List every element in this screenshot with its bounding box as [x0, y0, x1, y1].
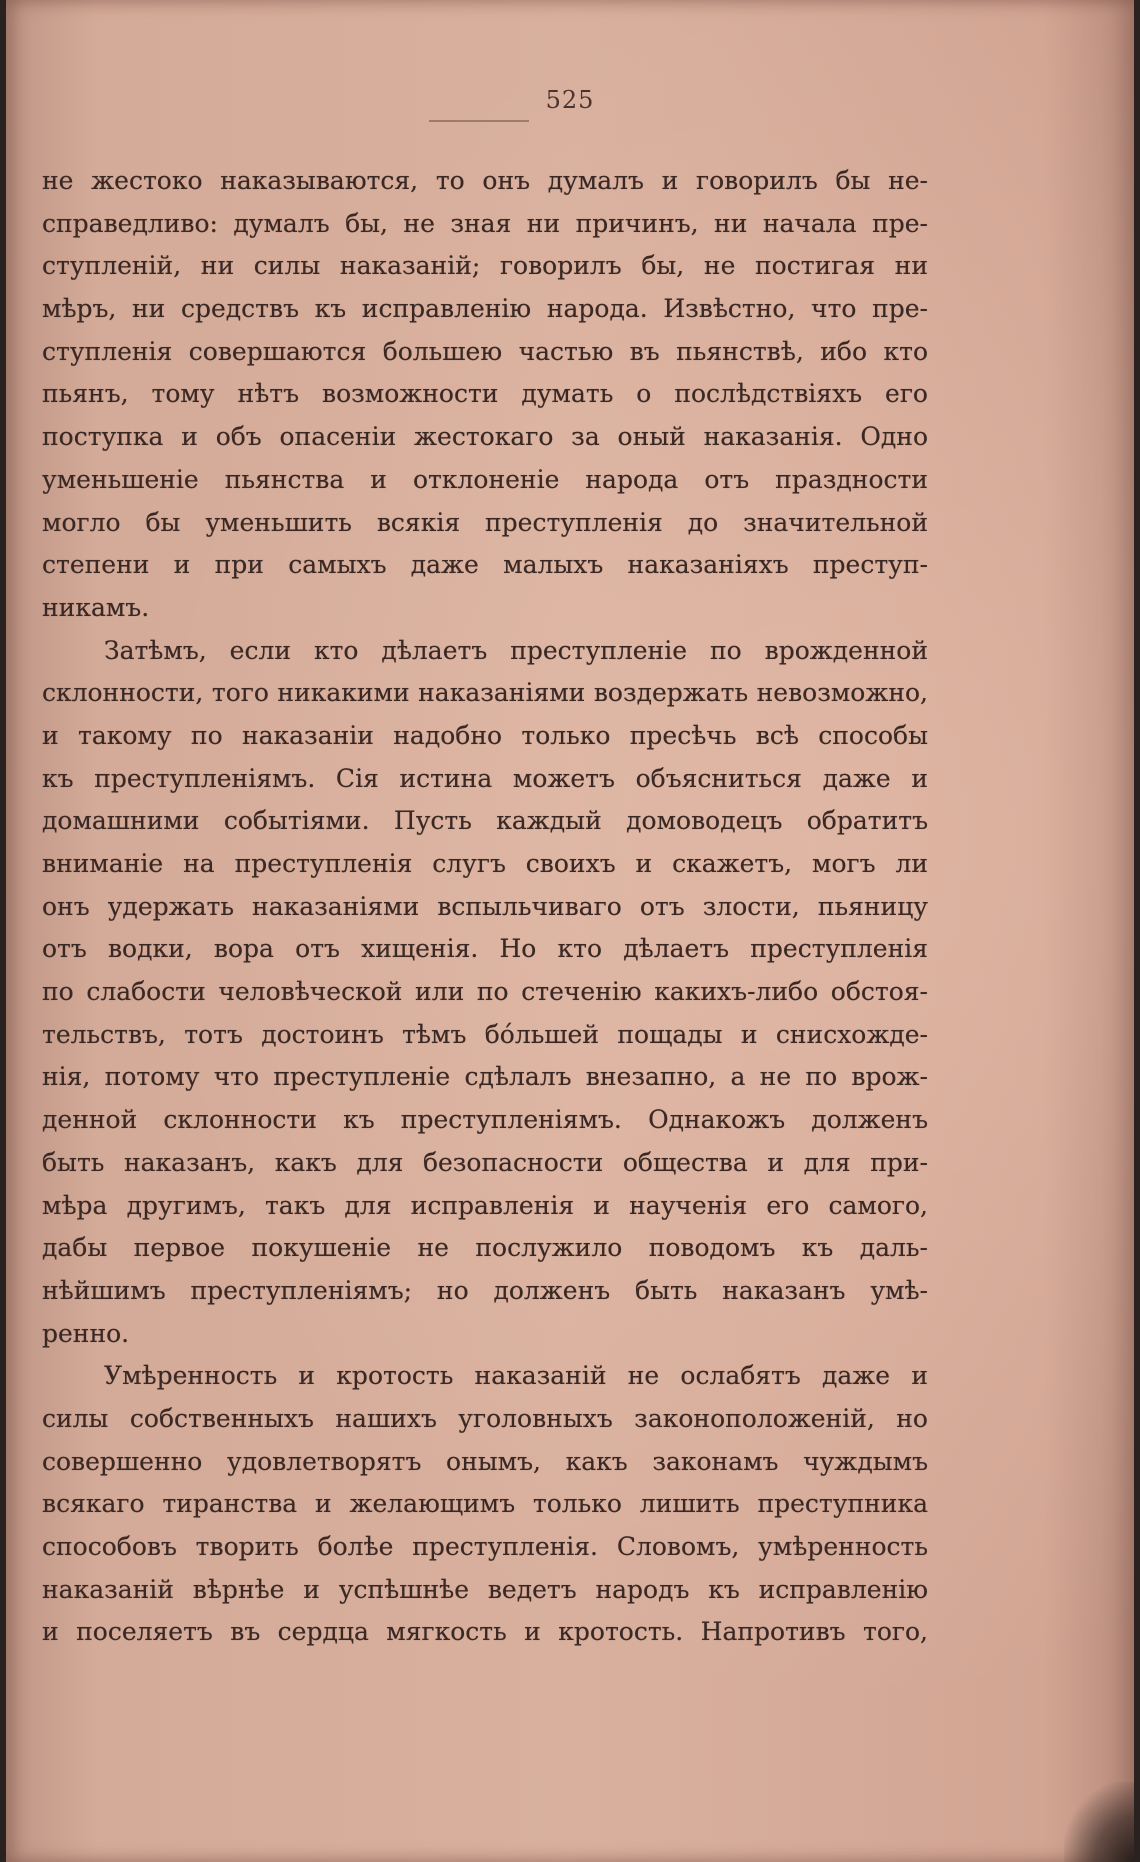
page-number-rule	[429, 120, 529, 122]
text-line: тельствъ, тотъ достоинъ тѣмъ бо́льшей пощады и снисхожде-	[42, 1019, 928, 1049]
text-line: и поселяетъ въ сердца мягкость и кротость. Напротивъ того,	[42, 1617, 928, 1647]
text-line: пьянъ, тому нѣтъ возможности думать о послѣдствіяхъ его	[42, 379, 928, 409]
text-line: по слабости человѣческой или по стеченію какихъ-либо обстоя-	[42, 977, 928, 1007]
text-line: уменьшеніе пьянства и отклоненіе народа отъ праздности	[42, 464, 928, 494]
text-line: домашними событіями. Пусть каждый домоводецъ обратитъ	[42, 806, 928, 836]
book-page	[6, 0, 1134, 1862]
text-line: ступленій, ни силы наказаній; говорилъ бы, не постигая ни	[42, 251, 928, 281]
text-line: къ преступленіямъ. Сія истина можетъ объясниться даже и	[42, 763, 928, 793]
text-line: нія, потому что преступленіе сдѣлалъ внезапно, а не по врож-	[42, 1062, 928, 1092]
text-line: Умѣренность и кротость наказаній не ослабятъ даже и	[104, 1361, 928, 1391]
text-line: наказаній вѣрнѣе и успѣшнѣе ведетъ народъ къ исправленію	[42, 1574, 928, 1604]
page-number: 525	[545, 86, 595, 114]
text-line: всякаго тиранства и желающимъ только лишить преступника	[42, 1489, 928, 1519]
text-line: Затѣмъ, если кто дѣлаетъ преступленіе по врожденной	[104, 635, 928, 665]
text-line: вниманіе на преступленія слугъ своихъ и скажетъ, могъ ли	[42, 849, 928, 878]
text-line: совершенно удовлетворятъ онымъ, какъ законамъ чуждымъ	[42, 1446, 928, 1476]
text-line: онъ удержать наказаніями вспыльчиваго отъ злости, пьяницу	[42, 891, 928, 921]
text-line: ренно.	[42, 1318, 130, 1348]
text-line: дабы первое покушеніе не послужило поводомъ къ даль-	[42, 1233, 928, 1263]
text-line: быть наказанъ, какъ для безопасности общества и для при-	[42, 1147, 928, 1177]
text-line: мѣра другимъ, такъ для исправленія и наученія его самого,	[42, 1190, 928, 1220]
text-line: склонности, того никакими наказаніями воздержать невозможно,	[42, 678, 928, 708]
text-line: никамъ.	[42, 592, 150, 622]
text-line: не жестоко наказываются, то онъ думалъ и говорилъ бы не-	[42, 166, 928, 195]
text-line: способовъ творить болѣе преступленія. Словомъ, умѣренность	[42, 1532, 928, 1561]
text-line: и такому по наказаніи надобно только пресѣчь всѣ способы	[42, 720, 928, 750]
body-text	[42, 160, 928, 1654]
text-line: поступка и объ опасеніи жестокаго за оный наказанія. Одно	[42, 422, 928, 452]
text-line: справедливо: думалъ бы, не зная ни причинъ, ни начала пре-	[42, 208, 928, 238]
text-line: нѣйшимъ преступленіямъ; но долженъ быть наказанъ умѣ-	[42, 1275, 928, 1305]
text-line: степени и при самыхъ даже малыхъ наказаніяхъ преступ-	[42, 550, 928, 580]
text-line: денной склонности къ преступленіямъ. Однакожъ долженъ	[42, 1105, 928, 1135]
text-line: отъ водки, вора отъ хищенія. Но кто дѣлаетъ преступленія	[42, 934, 928, 964]
text-line: ступленія совершаются большею частью въ пьянствѣ, ибо кто	[42, 336, 928, 366]
text-line: силы собственныхъ нашихъ уголовныхъ законоположеній, но	[42, 1403, 928, 1433]
page-corner-shadow	[1064, 1782, 1134, 1862]
text-line: мѣръ, ни средствъ къ исправленію народа. Извѣстно, что пре-	[42, 294, 928, 324]
text-line: могло бы уменьшить всякія преступленія до значительной	[42, 507, 928, 537]
